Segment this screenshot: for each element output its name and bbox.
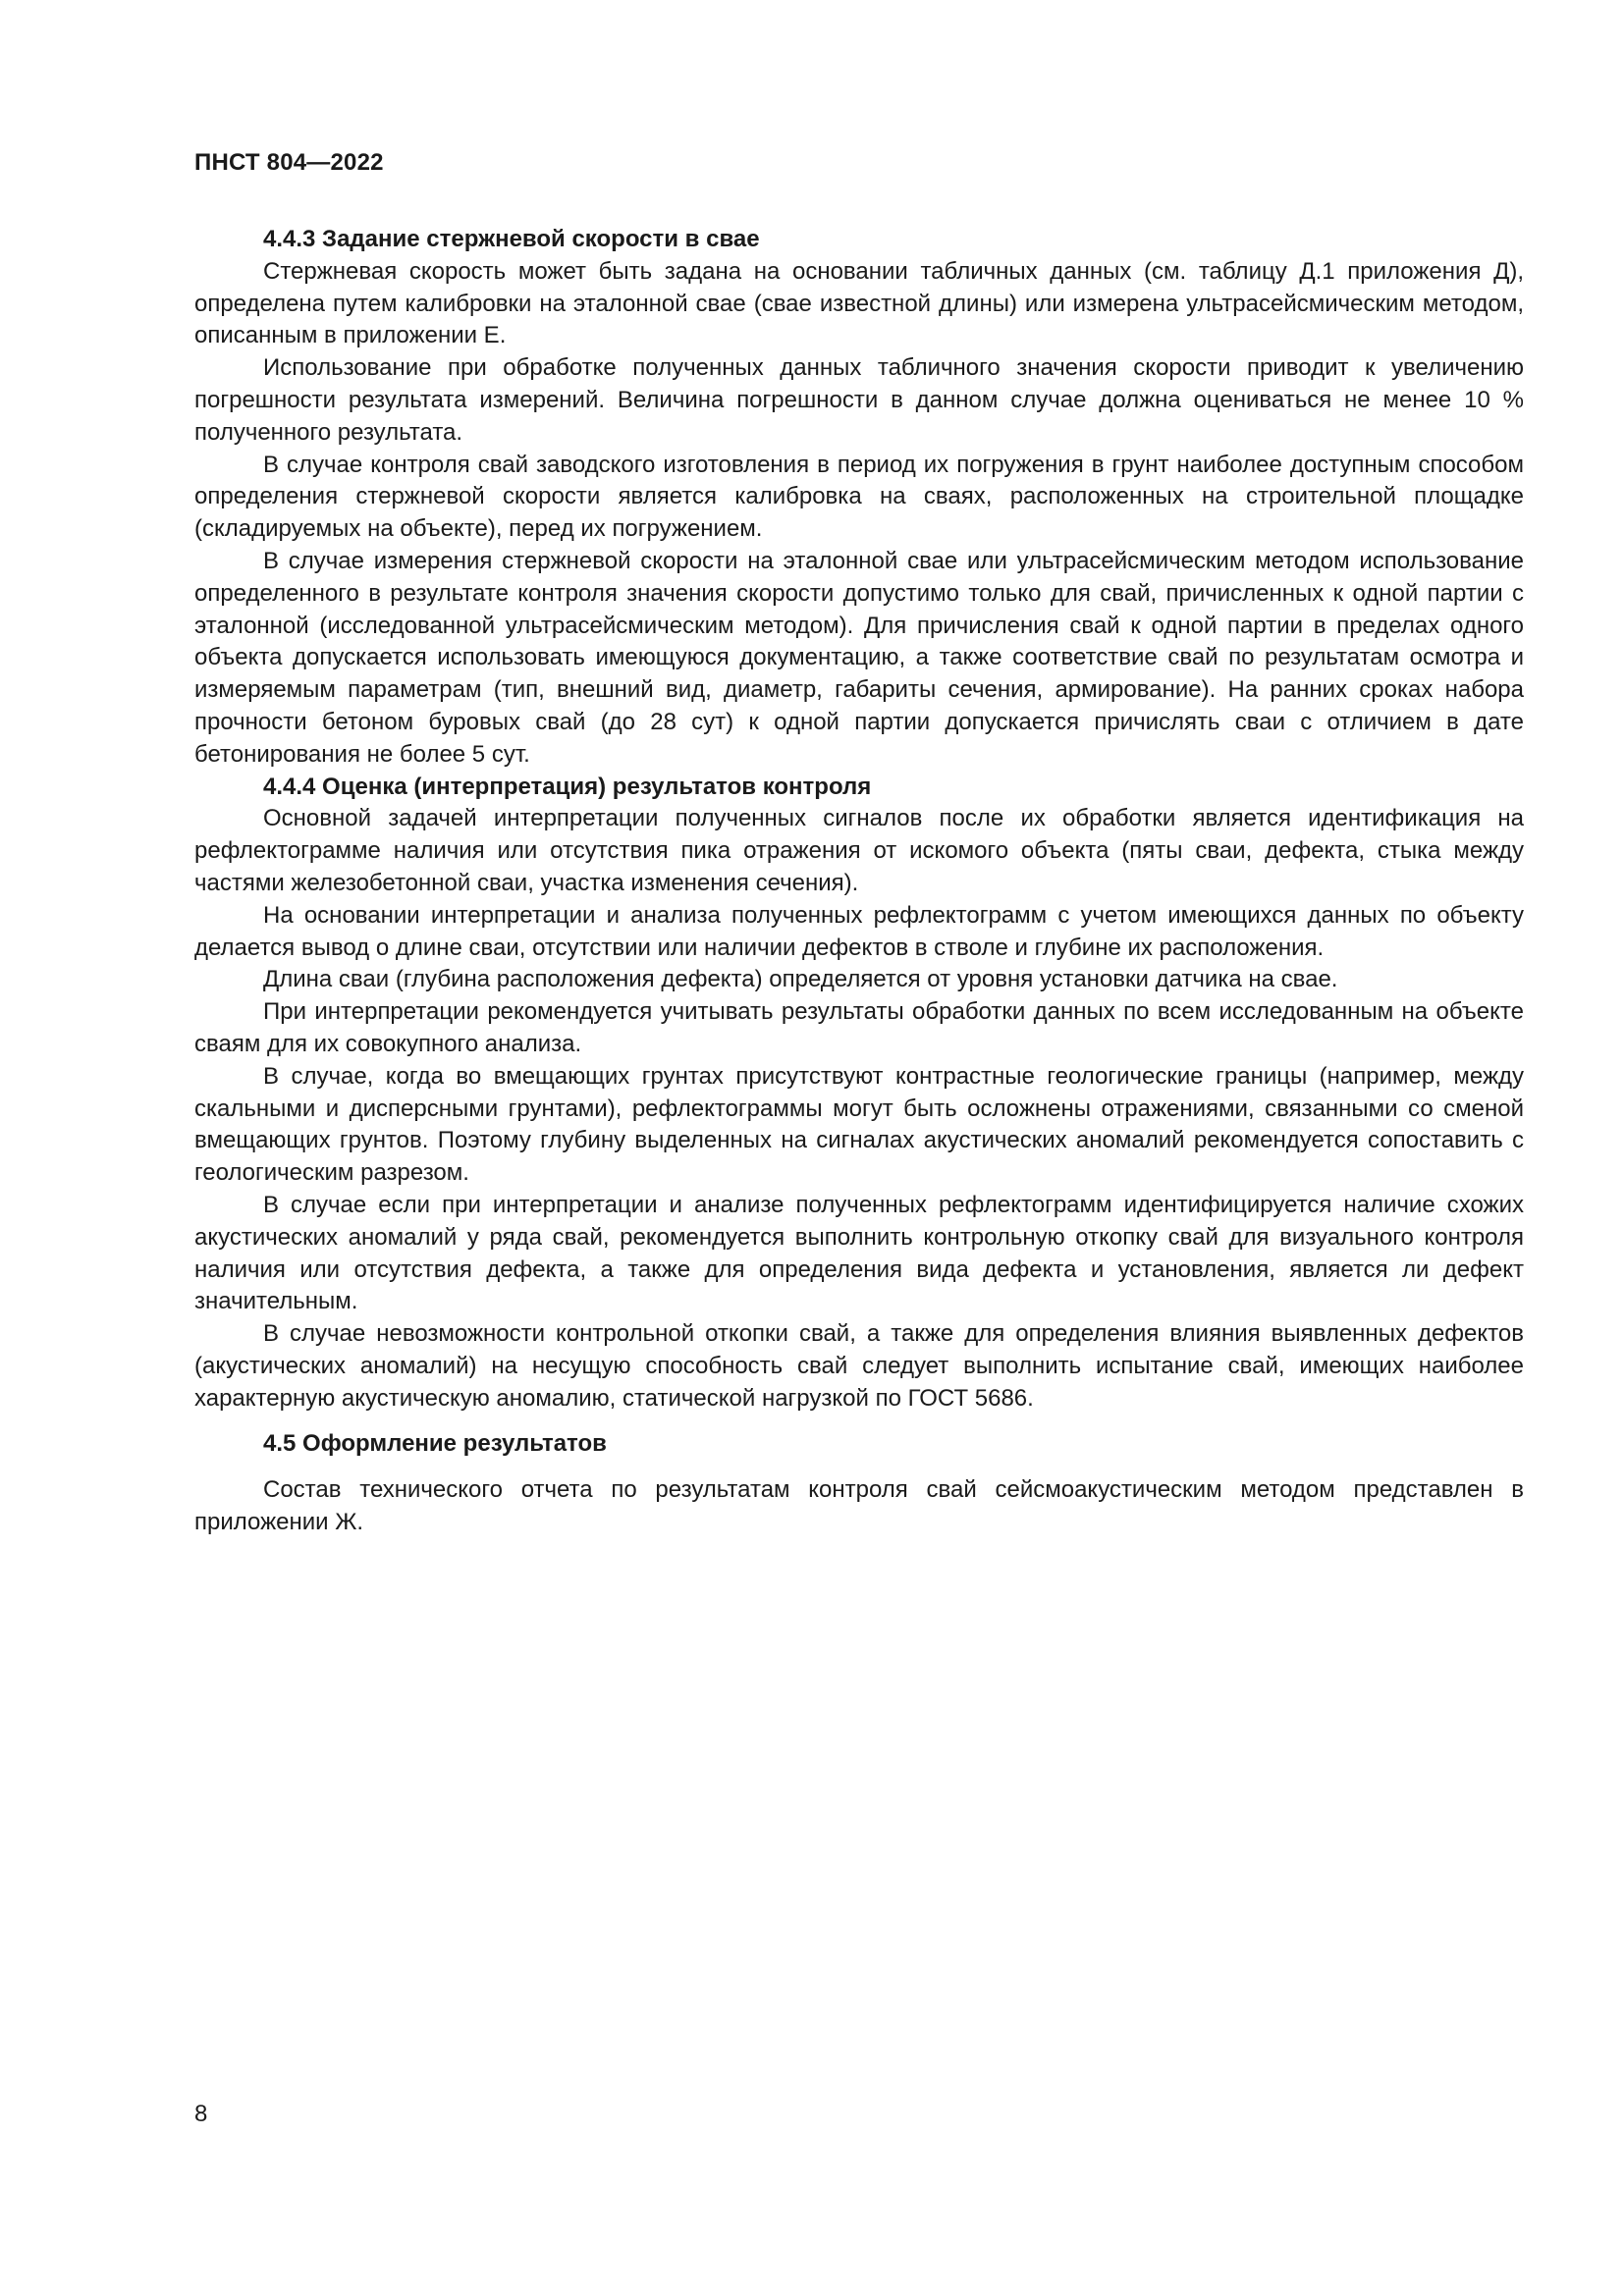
section-heading-4-5: 4.5 Оформление результатов [263, 1430, 607, 1458]
page-number: 8 [194, 2101, 208, 2127]
document-code: ПНСТ 804—2022 [194, 149, 384, 176]
paragraph: В случае если при интерпретации и анализе полученных рефлектограмм идентифицируется наличие схожих акустических аномалий у ряда свай, рекомендуется выполнить контрольную откопку свай для визуального контроля наличия или отсутствия дефекта, а также для определения вида дефекта и установления, является ли дефект значительным. [194, 1191, 1524, 1315]
paragraph: В случае невозможности контрольной откопки свай, а также для определения влияния выявленных дефектов (акустических аномалий) на несущую способность свай следует выполнить испытание свай, имеющих наиболее характерную акустическую аномалию, статической нагрузкой по ГОСТ 5686. [194, 1320, 1524, 1412]
paragraph: Состав технического отчета по результатам контроля свай сейсмоакустическим методом представлен в приложении Ж. [194, 1476, 1524, 1536]
paragraph: Основной задачей интерпретации полученных сигналов после их обработки является идентификация на рефлектограмме наличия или отсутствия пика отражения от искомого объекта (пяты сваи, дефекта, стыка между частями железобетонной сваи, участка изменения сечения). [194, 805, 1524, 896]
paragraph: В случае измерения стержневой скорости на эталонной свае или ультрасейсмическим методом использование определенного в результате контроля значения скорости допустимо только для свай, причисленных к одной партии с эталонной (исследованной ультрасейсмическим методом). Для причисления свай к одной партии в пределах одного объекта допускается использовать имеющуюся документацию, а также соответствие свай по результатам осмотра и измеряемым параметрам (тип, внешний вид, диаметр, габариты сечения, армирование). На ранних сроках набора прочности бетоном буровых свай (до 28 сут) к одной партии допускается причислять сваи с отличием в дате бетонирования не более 5 сут. [194, 547, 1524, 768]
document-body [194, 224, 1524, 1539]
section-heading-4-4-3: 4.4.3 Задание стержневой скорости в свае [263, 226, 760, 252]
section-heading-4-4-4: 4.4.4 Оценка (интерпретация) результатов контроля [263, 773, 872, 800]
paragraph: Использование при обработке полученных данных табличного значения скорости приводит к увеличению погрешности результата измерений. Величина погрешности в данном случае должна оцениваться не менее 10 % полученного результата. [194, 354, 1524, 446]
paragraph: Стержневая скорость может быть задана на основании табличных данных (см. таблицу Д.1 приложения Д), определена путем калибровки на эталонной свае (свае известной длины) или измерена ультрасейсмическим методом, описанным в приложении Е. [194, 257, 1524, 349]
paragraph: При интерпретации рекомендуется учитывать результаты обработки данных по всем исследованным на объекте сваям для их совокупного анализа. [194, 998, 1524, 1057]
paragraph: Длина сваи (глубина расположения дефекта) определяется от уровня установки датчика на свае. [263, 966, 1338, 993]
paragraph: В случае, когда во вмещающих грунтах присутствуют контрастные геологические границы (например, между скальными и дисперсными грунтами), рефлектограммы могут быть осложнены отражениями, связанными со сменой вмещающих грунтов. Поэтому глубину выделенных на сигналах акустических аномалий рекомендуется сопоставить с геологическим разрезом. [194, 1062, 1524, 1187]
paragraph: В случае контроля свай заводского изготовления в период их погружения в грунт наиболее доступным способом определения стержневой скорости является калибровка на сваях, расположенных на строительной площадке (складируемых на объекте), перед их погружением. [194, 451, 1524, 543]
paragraph: На основании интерпретации и анализа полученных рефлектограмм с учетом имеющихся данных по объекту делается вывод о длине сваи, отсутствии или наличии дефектов в стволе и глубине их расположения. [194, 901, 1524, 961]
